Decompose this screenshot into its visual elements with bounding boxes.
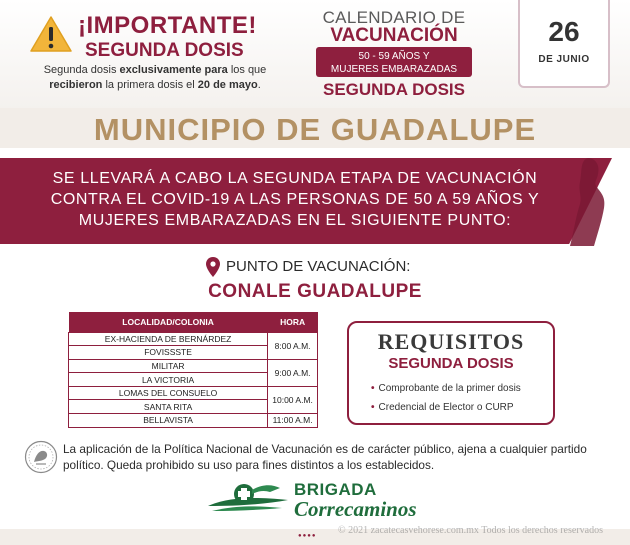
hour-cell: 10:00 A.M. (268, 386, 318, 413)
requirement-item: • Credencial de Elector o CURP (371, 402, 514, 413)
warning-icon (30, 16, 72, 52)
date-month: DE JUNIO (538, 54, 590, 65)
bullet-icon: • (371, 383, 375, 394)
locality-cell: SANTA RITA (69, 400, 268, 414)
hour-cell: 8:00 A.M. (268, 332, 318, 359)
notice-subtitle: SEGUNDA DOSIS (85, 40, 244, 61)
locality-cell: MILITAR (69, 359, 268, 373)
notice-title: ¡IMPORTANTE! (78, 12, 257, 39)
table-row (69, 386, 318, 400)
hour-cell: 9:00 A.M. (268, 359, 318, 386)
mexico-seal-icon (24, 440, 58, 474)
instagram-icon[interactable]: ● (307, 533, 312, 539)
calendar-title: CALENDARIO DE (322, 8, 466, 27)
twitter-icon[interactable]: ● (302, 533, 308, 539)
locality-cell: LOMAS DEL CONSUELO (69, 386, 268, 400)
requirements-title: REQUISITOS (377, 329, 525, 354)
calendar-dose: SEGUNDA DOSIS (322, 80, 465, 99)
roadrunner-logo-icon (206, 478, 290, 518)
locality-cell: FOVISSSTE (69, 346, 268, 360)
column-header-locality: LOCALIDAD/COLONIA (69, 312, 268, 332)
table-row (69, 414, 318, 428)
notice-text: Segunda dosis exclusivamente para los que recibieron la primera dosis el 20 de mayo. (43, 64, 267, 91)
vaccination-point-label: PUNTO DE VACUNACIÓN: (226, 258, 411, 275)
vaccination-point-name: CONALE GUADALUPE (208, 281, 422, 302)
vaccination-calendar-header (308, 8, 480, 104)
logo-correcaminos-text: Correcaminos (294, 497, 417, 521)
locality-cell: EX-HACIENDA DE BERNÁRDEZ (69, 332, 268, 346)
requirements-card (347, 321, 555, 425)
requirements-subtitle: SEGUNDA DOSIS (388, 355, 514, 372)
table-row (69, 332, 318, 346)
logo-brigada-text: BRIGADA (294, 480, 377, 499)
announcement-text: SE LLEVARÁ A CABO LA SEGUNDA ETAPA DE VACUNACIÓN CONTRA EL COVID-19 A LAS PERSONAS DE 50 A 59 AÑOS Y MUJERES EMBARAZADAS EN EL SIGUIENTE PUNTO: (50, 170, 540, 229)
table-header-row (69, 312, 318, 332)
municipality-title: MUNICIPIO DE GUADALUPE (93, 112, 537, 147)
facebook-icon[interactable]: ● (298, 533, 303, 539)
hour-cell: 11:00 A.M. (268, 414, 318, 428)
locality-cell: LA VICTORIA (69, 373, 268, 387)
calendar-title-bold: VACUNACIÓN (330, 25, 458, 46)
social-icons (298, 533, 317, 539)
column-header-hour: HORA (268, 312, 318, 332)
location-pin-icon (206, 257, 220, 277)
bullet-icon: • (371, 402, 375, 413)
copyright-watermark: © 2021 zacatecasvehorese.com.mx Todos los derechos reservados (338, 525, 603, 536)
calendar-audience-badge: 50 - 59 AÑOS Y MUJERES EMBARAZADAS (316, 47, 472, 77)
schedule-table (68, 312, 318, 428)
policy-disclaimer: La aplicación de la Política Nacional de Vacunación es de carácter público, ajena a cualquier partido político. Queda prohibido su uso para fines distintos a los establecidos. (63, 442, 587, 472)
youtube-icon[interactable]: ● (311, 533, 317, 539)
locality-cell: BELLAVISTA (69, 414, 268, 428)
date-day: 26 (548, 16, 580, 47)
important-notice (30, 10, 280, 98)
table-row (69, 359, 318, 373)
requirement-item: • Comprobante de la primer dosis (371, 383, 521, 394)
date-tag (518, 0, 610, 88)
